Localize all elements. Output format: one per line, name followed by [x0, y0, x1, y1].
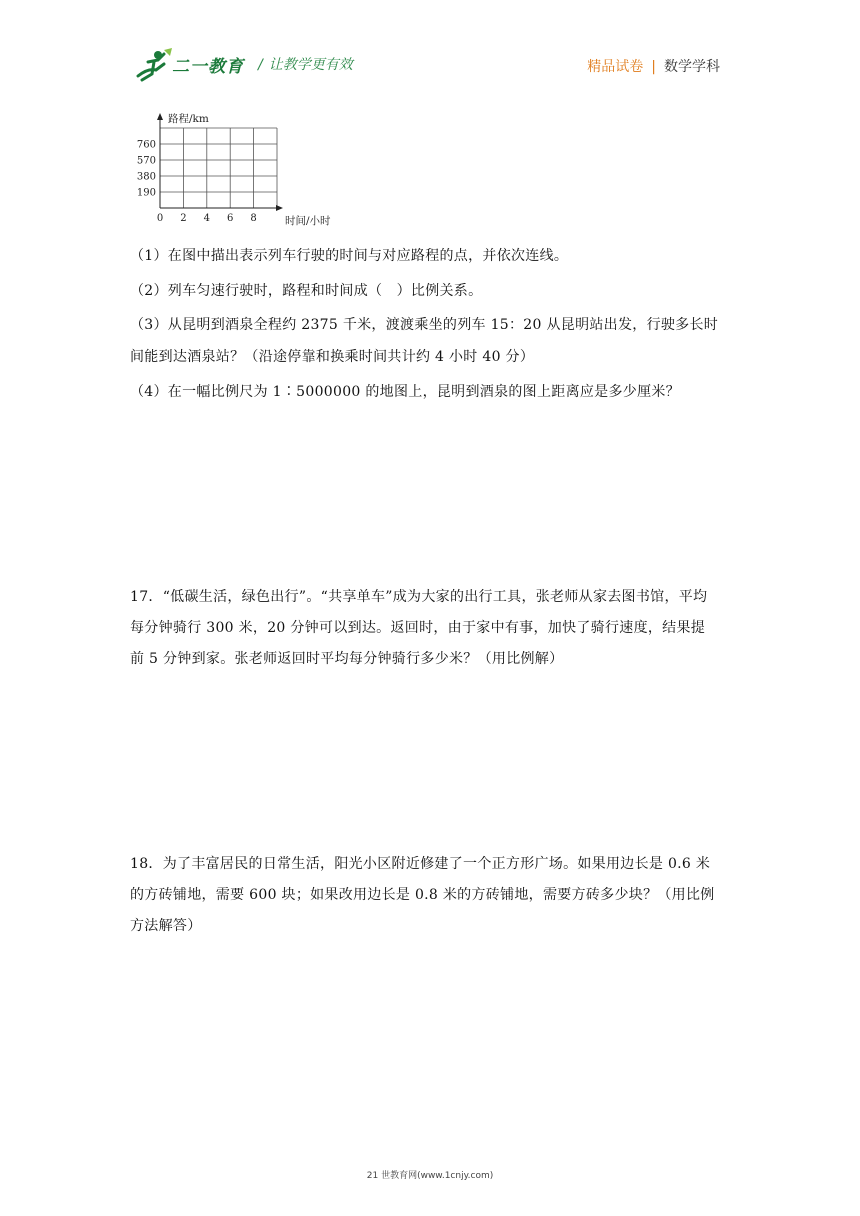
x-axis-label: 时间/小时 [285, 215, 331, 227]
x-tick-label: 0 [156, 213, 164, 224]
question-17-line-3: 前 5 分钟到家。张老师返回时平均每分钟骑行多少米？（用比例解） [130, 651, 564, 667]
distance-time-chart [130, 108, 350, 233]
question-18-line-3: 方法解答） [130, 918, 202, 934]
question-18-line-1: 18．为了丰富居民的日常生活，阳光小区附近修建了一个正方形广场。如果用边长是 0.6 米 [130, 856, 711, 872]
question-part-4: （4）在一幅比例尺为 1∶5000000 的地图上，昆明到酒泉的图上距离应是多少厘米？ [130, 384, 680, 400]
y-axis-label: 路程/km [168, 113, 209, 125]
slogan [258, 54, 353, 74]
question-part-1: （1）在图中描出表示列车行驶的时间与对应路程的点，并依次连线。 [130, 248, 569, 264]
question-17-line-1: 17．“低碳生活，绿色出行”。“共享单车”成为大家的出行工具，张老师从家去图书馆，平均 [130, 589, 708, 605]
logo-text: 二一教育 [172, 57, 244, 77]
x-tick-label: 4 [203, 213, 210, 224]
y-tick-label: 380 [136, 171, 156, 183]
x-tick-label: 2 [180, 213, 187, 224]
tag-separator: | [651, 59, 656, 75]
question-17-line-2: 每分钟骑行 300 米，20 分钟可以到达。返回时，由于家中有事，加快了骑行速度，结果提 [130, 620, 706, 636]
y-tick-label: 570 [136, 155, 156, 167]
y-tick-label: 190 [136, 187, 156, 199]
header-tags [587, 56, 720, 76]
x-tick-label: 6 [227, 213, 234, 224]
x-tick-label: 8 [250, 213, 257, 224]
question-part-2: （2）列车匀速行驶时，路程和时间成（ ）比例关系。 [130, 283, 483, 299]
tag-premium: 精品试卷 [587, 59, 644, 75]
question-part-3-line-1: （3）从昆明到酒泉全程约 2375 千米，渡渡乘坐的列车 15：20 从昆明站出发，行驶多长时 [130, 317, 719, 333]
question-part-3-line-2: 间能到达酒泉站？（沿途停靠和换乘时间共计约 4 小时 40 分） [130, 349, 535, 365]
page-footer: 21 世教育网(www.1cnjy.com) [366, 1171, 494, 1181]
question-18-line-2: 的方砖铺地，需要 600 块；如果改用边长是 0.8 米的方砖铺地，需要方砖多少块？（用比例 [130, 887, 715, 903]
page-header [0, 0, 860, 90]
x-axis-arrow [276, 205, 283, 211]
y-tick-label: 760 [136, 139, 156, 151]
y-axis-arrow [157, 113, 163, 120]
tag-subject: 数学学科 [664, 59, 720, 75]
slogan-text: 让教学更有效 [268, 57, 353, 73]
runner-logo-icon [134, 46, 174, 82]
slogan-slash: / [258, 57, 263, 73]
